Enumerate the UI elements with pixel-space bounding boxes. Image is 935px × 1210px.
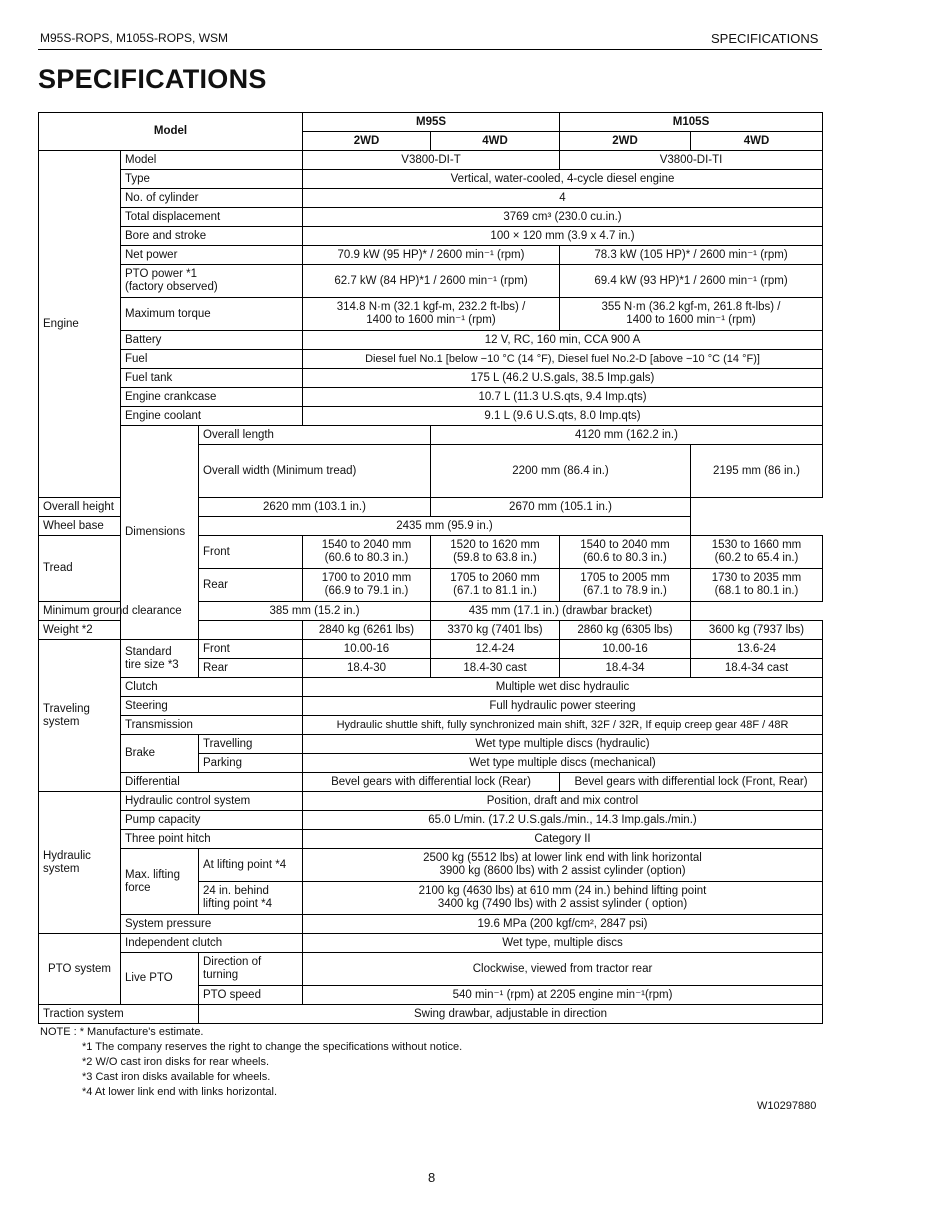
system-pressure-label: System pressure — [121, 915, 303, 934]
note-line: *4 At lower link end with links horizontal. — [82, 1086, 278, 1098]
weight-m105s-4wd: 3600 kg (7937 lbs) — [691, 621, 823, 640]
table-row — [39, 640, 823, 659]
table-row — [39, 350, 823, 369]
table-row — [39, 773, 823, 792]
tread-front-m95s-4wd — [431, 536, 560, 569]
behind-lifting-point-line1: 2100 kg (4630 lbs) at 610 mm (24 in.) behind lifting point — [418, 885, 707, 897]
tire-front-m95s-4wd: 12.4-24 — [431, 640, 560, 659]
max-torque-m95s — [303, 298, 560, 331]
table-row — [39, 915, 823, 934]
coolant-value: 9.1 L (9.6 U.S.qts, 8.0 Imp.qts) — [303, 407, 823, 426]
table-row — [39, 953, 823, 986]
overall-height-m105s: 2670 mm (105.1 in.) — [431, 498, 691, 517]
tread-value-line: (59.8 to 63.8 in.) — [453, 552, 537, 564]
table-row — [39, 830, 823, 849]
net-power-m95s: 70.9 kW (95 HP)* / 2600 min⁻¹ (rpm) — [303, 246, 560, 265]
tread-value-line: (60.6 to 80.3 in.) — [583, 552, 667, 564]
pto-power-m105s: 69.4 kW (93 HP)*1 / 2600 min⁻¹ (rpm) — [560, 265, 823, 298]
hydraulic-category — [39, 792, 121, 934]
table-row — [39, 792, 823, 811]
tread-value-line: 1705 to 2005 mm — [580, 572, 670, 584]
fuel-tank-value: 175 L (46.2 U.S.gals, 38.5 Imp.gals) — [303, 369, 823, 388]
table-row — [39, 934, 823, 953]
clutch-label: Clutch — [121, 678, 303, 697]
tread-value-line: (67.1 to 78.9 in.) — [583, 585, 667, 597]
behind-lifting-point-value — [303, 882, 823, 915]
note-line: *3 Cast iron disks available for wheels. — [82, 1071, 271, 1083]
page-number: 8 — [428, 1170, 436, 1185]
table-row — [39, 246, 823, 265]
brake-parking-label: Parking — [199, 754, 303, 773]
hitch-value: Category II — [303, 830, 823, 849]
at-lifting-point-line1: 2500 kg (5512 lbs) at lower link end with link horizontal — [423, 852, 702, 864]
table-row — [39, 498, 823, 517]
brake-parking-value: Wet type multiple discs (mechanical) — [303, 754, 823, 773]
tread-value-line: 1700 to 2010 mm — [321, 572, 412, 584]
table-header-row — [39, 113, 823, 132]
max-torque-m105s-line2: 1400 to 1600 min⁻¹ (rpm) — [626, 314, 756, 326]
bore-stroke-label: Bore and stroke — [121, 227, 303, 246]
header-divider — [38, 49, 822, 50]
table-row — [39, 369, 823, 388]
weight-m105s-2wd: 2860 kg (6305 lbs) — [560, 621, 691, 640]
max-torque-m95s-line1: 314.8 N·m (32.1 kgf-m, 232.2 ft-lbs) / — [336, 301, 526, 313]
max-torque-m105s-line1: 355 N·m (36.2 kgf-m, 261.8 ft-lbs) / — [601, 301, 781, 313]
traction-value: Swing drawbar, adjustable in direction — [199, 1005, 823, 1024]
live-pto-label: Live PTO — [121, 953, 199, 1005]
hydraulic-control-label: Hydraulic control system — [121, 792, 303, 811]
table-row — [39, 811, 823, 830]
tread-value-line: (60.6 to 80.3 in.) — [324, 552, 409, 564]
transmission-label: Transmission — [121, 716, 303, 735]
table-row — [39, 716, 823, 735]
table-row — [39, 621, 823, 640]
cylinder-label: No. of cylinder — [121, 189, 303, 208]
pto-power-m95s: 62.7 kW (84 HP)*1 / 2600 min⁻¹ (rpm) — [303, 265, 560, 298]
tread-value-line: 1520 to 1620 mm — [450, 539, 540, 551]
wheel-base-label: Wheel base — [39, 517, 199, 536]
m95s-4wd-header: 4WD — [431, 132, 560, 151]
pto-speed-label: PTO speed — [199, 986, 303, 1005]
pump-capacity-label: Pump capacity — [121, 811, 303, 830]
fuel-tank-label: Fuel tank — [121, 369, 303, 388]
fuel-value: Diesel fuel No.1 [below −10 °C (14 °F), Diesel fuel No.2-D [above −10 °C (14 °F)] — [303, 350, 823, 369]
overall-width-m95s: 2200 mm (86.4 in.) — [431, 445, 691, 498]
wheel-base-value: 2435 mm (95.9 in.) — [199, 517, 691, 536]
hydraulic-control-value: Position, draft and mix control — [303, 792, 823, 811]
hitch-label: Three point hitch — [121, 830, 303, 849]
tire-size-label — [121, 640, 199, 678]
tire-size-label-line1: Standard — [125, 645, 172, 658]
engine-model-m105s: V3800-DI-TI — [560, 151, 823, 170]
m105s-header: M105S — [560, 113, 823, 132]
tread-label: Tread — [39, 536, 121, 602]
m105s-2wd-header: 2WD — [560, 132, 691, 151]
engine-type-label: Type — [121, 170, 303, 189]
tread-rear-m95s-2wd — [303, 569, 431, 602]
differential-label: Differential — [121, 773, 303, 792]
max-torque-m105s — [560, 298, 823, 331]
brake-label: Brake — [121, 735, 199, 773]
brake-travelling-label: Travelling — [199, 735, 303, 754]
table-row — [39, 426, 823, 445]
behind-lifting-point-label — [199, 882, 303, 915]
note-line: *2 W/O cast iron disks for rear wheels. — [82, 1056, 270, 1068]
table-row — [39, 602, 823, 621]
tire-rear-m105s-2wd: 18.4-34 — [560, 659, 691, 678]
table-row — [39, 298, 823, 331]
at-lifting-point-value — [303, 849, 823, 882]
note-line: NOTE : * Manufacture's estimate. — [40, 1026, 204, 1038]
differential-m105s: Bevel gears with differential lock (Front, Rear) — [560, 773, 823, 792]
tread-rear-m95s-4wd — [431, 569, 560, 602]
dimensions-category: Dimensions — [121, 426, 199, 640]
specifications-table — [38, 112, 823, 1024]
tire-front-label: Front — [199, 640, 303, 659]
ground-clearance-m95s: 385 mm (15.2 in.) — [199, 602, 431, 621]
notes — [40, 1025, 462, 1100]
note-line: *1 The company reserves the right to change the specifications without notice. — [82, 1041, 463, 1053]
battery-value: 12 V, RC, 160 min, CCA 900 A — [303, 331, 823, 350]
differential-m95s: Bevel gears with differential lock (Rear) — [303, 773, 560, 792]
tread-rear-m105s-2wd — [560, 569, 691, 602]
weight-m95s-2wd: 2840 kg (6261 lbs) — [303, 621, 431, 640]
tire-front-m105s-4wd: 13.6-24 — [691, 640, 823, 659]
net-power-label: Net power — [121, 246, 303, 265]
ground-clearance-label: Minimum ground clearance — [39, 602, 199, 621]
weight-label: Weight *2 — [39, 621, 303, 640]
coolant-label: Engine coolant — [121, 407, 303, 426]
traveling-category-line1: Traveling — [43, 702, 90, 715]
direction-value: Clockwise, viewed from tractor rear — [303, 953, 823, 986]
direction-label-line2: turning — [203, 969, 239, 981]
m105s-4wd-header: 4WD — [691, 132, 823, 151]
pto-category: PTO system — [39, 934, 121, 1005]
independent-clutch-value: Wet type, multiple discs — [303, 934, 823, 953]
tread-front-m95s-2wd — [303, 536, 431, 569]
overall-height-m95s: 2620 mm (103.1 in.) — [199, 498, 431, 517]
at-lifting-point-label: At lifting point *4 — [199, 849, 303, 882]
engine-model-label: Model — [121, 151, 303, 170]
behind-lifting-point-label-line2: lifting point *4 — [203, 898, 273, 910]
max-torque-label: Maximum torque — [121, 298, 303, 331]
table-row — [39, 227, 823, 246]
net-power-m105s: 78.3 kW (105 HP)* / 2600 min⁻¹ (rpm) — [560, 246, 823, 265]
pto-speed-value: 540 min⁻¹ (rpm) at 2205 engine min⁻¹(rpm) — [303, 986, 823, 1005]
tire-front-m105s-2wd: 10.00-16 — [560, 640, 691, 659]
independent-clutch-label: Independent clutch — [121, 934, 303, 953]
at-lifting-point-line2: 3900 kg (8600 lbs) with 2 assist cylinder (option) — [439, 865, 686, 877]
displacement-label: Total displacement — [121, 208, 303, 227]
overall-width-label: Overall width (Minimum tread) — [199, 445, 431, 498]
tire-rear-m95s-2wd: 18.4-30 — [303, 659, 431, 678]
table-row — [39, 170, 823, 189]
tread-value-line: (67.1 to 81.1 in.) — [453, 585, 537, 597]
tread-value-line: 1730 to 2035 mm — [711, 572, 802, 584]
hydraulic-category-line1: Hydraulic — [43, 849, 91, 862]
tread-value-line: 1530 to 1660 mm — [711, 539, 802, 551]
behind-lifting-point-label-line1: 24 in. behind — [203, 885, 269, 897]
pump-capacity-value: 65.0 L/min. (17.2 U.S.gals./min., 14.3 Imp.gals./min.) — [303, 811, 823, 830]
table-row — [39, 1005, 823, 1024]
tread-rear-label: Rear — [199, 569, 303, 602]
behind-lifting-point-line2: 3400 kg (7490 lbs) with 2 assist sylinder ( option) — [437, 898, 688, 910]
cylinder-value: 4 — [303, 189, 823, 208]
table-row — [39, 331, 823, 350]
table-row — [39, 265, 823, 298]
lifting-force-label-line1: Max. lifting — [125, 868, 180, 881]
ground-clearance-m105s: 435 mm (17.1 in.) (drawbar bracket) — [431, 602, 691, 621]
traction-label: Traction system — [39, 1005, 199, 1024]
engine-model-m95s: V3800-DI-T — [303, 151, 560, 170]
traveling-category — [39, 640, 121, 792]
pto-power-label-line1: PTO power *1 — [125, 268, 198, 280]
displacement-value: 3769 cm³ (230.0 cu.in.) — [303, 208, 823, 227]
m95s-header: M95S — [303, 113, 560, 132]
brake-travelling-value: Wet type multiple discs (hydraulic) — [303, 735, 823, 754]
table-row — [39, 151, 823, 170]
tread-front-label: Front — [199, 536, 303, 569]
weight-m95s-4wd: 3370 kg (7401 lbs) — [431, 621, 560, 640]
clutch-value: Multiple wet disc hydraulic — [303, 678, 823, 697]
tread-value-line: 1705 to 2060 mm — [450, 572, 540, 584]
tread-value-line: 1540 to 2040 mm — [321, 539, 412, 551]
tread-value-line: (68.1 to 80.1 in.) — [714, 585, 799, 597]
overall-length-value: 4120 mm (162.2 in.) — [431, 426, 823, 445]
engine-type-value: Vertical, water-cooled, 4-cycle diesel engine — [303, 170, 823, 189]
pto-power-label — [121, 265, 303, 298]
section-label: SPECIFICATIONS — [711, 31, 819, 46]
tire-rear-label: Rear — [199, 659, 303, 678]
overall-height-label: Overall height — [39, 498, 199, 517]
crankcase-value: 10.7 L (11.3 U.S.qts, 9.4 Imp.qts) — [303, 388, 823, 407]
battery-label: Battery — [121, 331, 303, 350]
lifting-force-label — [121, 849, 199, 915]
tire-size-label-line2: tire size *3 — [125, 658, 179, 671]
tire-rear-m105s-4wd: 18.4-34 cast — [691, 659, 823, 678]
fuel-label: Fuel — [121, 350, 303, 369]
document-title: M95S-ROPS, M105S-ROPS, WSM — [40, 31, 229, 45]
steering-label: Steering — [121, 697, 303, 716]
table-row — [39, 208, 823, 227]
page-title: SPECIFICATIONS — [38, 64, 267, 94]
direction-label-line1: Direction of — [203, 956, 262, 968]
table-row — [39, 697, 823, 716]
engine-category: Engine — [39, 151, 121, 498]
overall-length-label: Overall length — [199, 426, 431, 445]
direction-label — [199, 953, 303, 986]
tread-value-line: (60.2 to 65.4 in.) — [714, 552, 799, 564]
max-torque-m95s-line2: 1400 to 1600 min⁻¹ (rpm) — [366, 314, 496, 326]
transmission-value: Hydraulic shuttle shift, fully synchronized main shift, 32F / 32R, If equip creep gear 48F / 48R — [303, 716, 823, 735]
model-header: Model — [39, 113, 303, 151]
table-row — [39, 407, 823, 426]
bore-stroke-value: 100 × 120 mm (3.9 x 4.7 in.) — [303, 227, 823, 246]
lifting-force-label-line2: force — [125, 881, 151, 894]
traveling-category-line2: system — [43, 715, 80, 728]
table-row — [39, 849, 823, 882]
tire-rear-m95s-4wd: 18.4-30 cast — [431, 659, 560, 678]
table-row — [39, 735, 823, 754]
m95s-2wd-header: 2WD — [303, 132, 431, 151]
tread-front-m105s-4wd — [691, 536, 823, 569]
tread-rear-m105s-4wd — [691, 569, 823, 602]
overall-width-m105s-2wd: 2195 mm (86 in.) — [691, 445, 823, 498]
document-id: W10297880 — [757, 1100, 817, 1112]
hydraulic-category-line2: system — [43, 862, 80, 875]
table-row — [39, 678, 823, 697]
tread-value-line: 1540 to 2040 mm — [580, 539, 670, 551]
system-pressure-value: 19.6 MPa (200 kgf/cm², 2847 psi) — [303, 915, 823, 934]
table-row — [39, 189, 823, 208]
tread-value-line: (66.9 to 79.1 in.) — [324, 585, 409, 597]
tread-front-m105s-2wd — [560, 536, 691, 569]
steering-value: Full hydraulic power steering — [303, 697, 823, 716]
crankcase-label: Engine crankcase — [121, 388, 303, 407]
pto-power-label-line2: (factory observed) — [125, 281, 218, 293]
tire-front-m95s-2wd: 10.00-16 — [303, 640, 431, 659]
table-row — [39, 388, 823, 407]
